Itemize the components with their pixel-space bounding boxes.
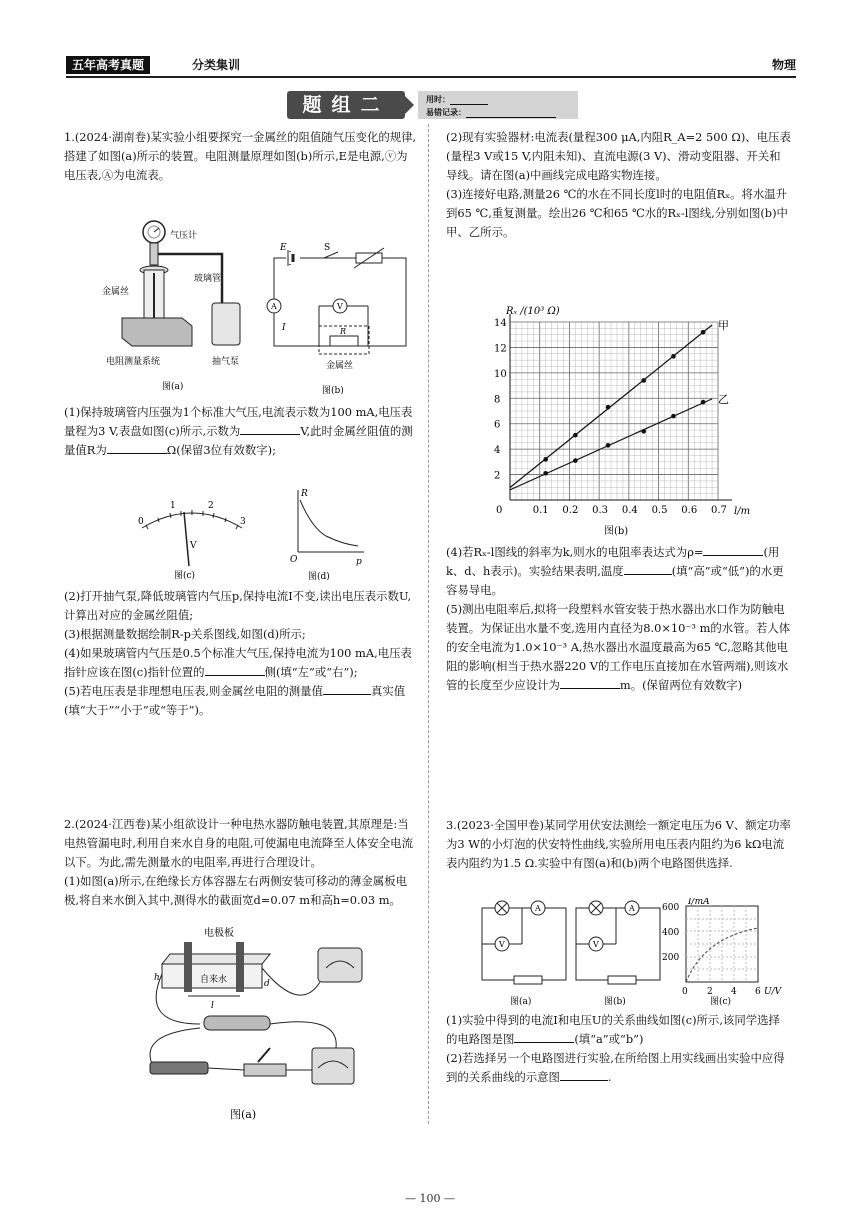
chart-axes (494, 314, 732, 516)
x-tick-label: 0.4 (621, 505, 638, 516)
header-subject: 物理 (771, 58, 796, 72)
chart-grid (510, 322, 718, 500)
q1-part1: (1)保持玻璃管内压强为1个标准大气压,电流表示数为100 mA,电压表量程为3 V,表盘如图(c)所示,示数为 V,此时金属丝阻值的测量值R为 Ω(保留3位有效数字); (64, 405, 413, 457)
answer-blank-q3-1[interactable] (514, 1030, 574, 1043)
q1-figure-c (134, 494, 254, 584)
label-S: S (324, 243, 331, 253)
y-tick-label: 6 (494, 419, 501, 431)
header-tag: 五年高考真题 (66, 56, 150, 74)
data-point (701, 330, 706, 335)
data-point (701, 400, 706, 405)
label-I: I (282, 323, 286, 333)
q1-stem: 1.(2024·湖南卷)某实验小组要探究一金属丝的阻值随气压变化的规律,搭建了如图(a)所示的装置。电阻测量原理如图(b)所示,E是电源,ⓥ为电压表,Ⓐ为电流表。 (64, 130, 417, 182)
q3-parts: (1)实验中得到的电流I和电压U的关系曲线如图(c)所示,该同学选择的电路图是图 (填“a”或“b”) (2)若选择另一个电路图进行实验,在所给图上用实线画出实验中应得到的关系曲线的示意图 . (446, 1013, 785, 1084)
q3-circuit-b (576, 901, 660, 1007)
time-label: 用时： (426, 95, 450, 104)
y-tick-label: 8 (494, 394, 501, 406)
x-tick-label: 0.6 (681, 505, 698, 516)
q1-figure-d (286, 486, 366, 584)
data-point (671, 354, 676, 359)
q2-figure-a-caption: 图(a) (230, 1108, 257, 1121)
page-number: — 100 — (405, 1192, 455, 1205)
figure-d-caption: 图(d) (308, 572, 330, 582)
data-point (606, 405, 611, 410)
data-point (671, 414, 676, 419)
label-d: d (264, 979, 270, 989)
svg-text:400: 400 (662, 928, 680, 938)
data-point (573, 458, 578, 463)
figure-c-caption: 图(c) (174, 571, 196, 581)
q2-stem: 2.(2024·江西卷)某小组欲设计一种电热水器防触电装置,其原理是:当电热管漏电时,利用自来水自身的电阻,可使漏电电流降至人体安全电流以下。为此,需先测量水的电阻率,再进行合理设计。 (1)如图(a)所示,在绝缘长方体容器左右两侧安装可移动的薄金属板电极,将自来水倒入其中,测得水的截面宽d=0.07 m和高h=0.03 m。 (64, 817, 413, 907)
x-tick-label: 0 (496, 505, 503, 516)
meter-tick-3: 3 (240, 517, 246, 527)
meter-tick-1: 1 (170, 501, 176, 511)
q1-parts-2-5: (2)打开抽气泵,降低玻璃管内气压p,保持电流I不变,读出电压表示数U,计算出对应的金属丝阻值; (3)根据测量数据绘制R-p关系图线,如图(d)所示; (4)如果玻璃管内气压是0.5个标准大气压,保持电流为100 mA,电压表指针应该在图(c)指针位置的 侧(填“左”或“右”); (5)若电压表是非理想电压表,则金属丝电阻的测量值 真实值(填“大于”“小于”或“等于”)。 (64, 589, 412, 717)
svg-text:2: 2 (707, 987, 713, 997)
data-point (543, 457, 548, 462)
voltmeter-symbol: V (337, 302, 343, 311)
chart-caption: 图(b) (604, 526, 629, 537)
answer-blank-q3-2[interactable] (560, 1068, 608, 1081)
data-point (641, 378, 646, 383)
series-label: 乙 (718, 392, 730, 406)
label-electrode-plate: 电极板 (204, 928, 234, 939)
fig-d-xlabel: p (356, 557, 362, 567)
label-h: h (154, 973, 160, 983)
q3-fig-c-ylabel: I/mA (688, 898, 710, 907)
q3-circuit-a (482, 901, 566, 1007)
label-E: E (280, 243, 287, 253)
answer-blank-q1-2[interactable] (107, 441, 167, 454)
q2-figure-a (140, 924, 380, 1134)
x-tick-label: 0.3 (592, 505, 609, 516)
svg-text:0: 0 (682, 987, 688, 997)
chart-series (510, 319, 729, 490)
x-tick-label: 0.1 (532, 505, 549, 516)
q2-parts-2-3: (2)现有实验器材:电流表(量程300 μA,内阻R_A=2 500 Ω)、电压表(量程3 V或15 V,内阻未知)、直流电源(3 V)、滑动变阻器、开关和导线。请在图(a)中画线完成电路实物连接。 (3)连接好电路,测量26 ℃的水在不同长度l时的电阻值Rₓ。将水温升到65 ℃,重复测量。绘出26 ℃和65 ℃水的Rₓ-l图线,分别如图(b)中甲、乙所示。 (446, 130, 791, 239)
answer-blank-q2-4a[interactable] (703, 543, 763, 556)
svg-text:200: 200 (662, 953, 680, 963)
label-gauge: 气压计 (170, 231, 198, 241)
ammeter-symbol: A (271, 302, 277, 311)
q2-parts-4-5: (4)若Rₓ-l图线的斜率为k,则水的电阻率表达式为ρ= (用k、d、h表示)。实验结果表明,温度 (填“高”或“低”)的水更容易导电。 (5)测出电阻率后,拟将一段塑料水管安装于热水器出水口作为防触电装置。为保证出水量不变,选用内直径为8.0×10⁻³ m的水管。若人体的安全电流为1.0×10⁻³ A,热水器出水温度最高为65 ℃,忽略其他电阻的影响(相当于热水器220 V的工作电压直接加在水管两端),则该水管的长度至少应设计为 m。(保留两位有效数字) (446, 545, 791, 692)
q3-fig-c-xlabel: U/V (764, 987, 782, 997)
data-point (641, 429, 646, 434)
label-tap-water: 自来水 (200, 975, 228, 985)
x-tick-label: 0.2 (562, 505, 579, 516)
x-tick-label: 0.7 (711, 505, 727, 516)
group-record-box (418, 91, 578, 119)
meter-unit: V (190, 541, 197, 551)
y-tick-label: 12 (494, 343, 507, 355)
q3-caption-c: 图(c) (710, 997, 732, 1007)
column-divider (428, 124, 429, 1124)
label-glass-tube: 玻璃管 (194, 274, 222, 284)
label-metal-wire: 金属丝 (102, 287, 130, 297)
q3-stem: 3.(2023·全国甲卷)某同学用伏安法测绘一额定电压为6 V、额定功率为3 W的小灯泡的伏安特性曲线,实验所用电压表内阻约为6 kΩ电流表内阻约为1.5 Ω.实验中有图(a)和(b)两个电路图供选择. (446, 818, 791, 870)
y-tick-label: 4 (494, 445, 501, 457)
chart-ylabel: Rₓ /(10³ Ω) (506, 306, 560, 317)
svg-text:A: A (629, 904, 635, 913)
x-tick-label: 0.5 (651, 505, 668, 516)
data-point (543, 471, 548, 476)
y-tick-label: 2 (494, 470, 501, 482)
q3-caption-b: 图(b) (604, 997, 626, 1007)
fig-d-ylabel: R (301, 489, 308, 499)
figure-a-caption: 图(a) (162, 382, 184, 392)
svg-text:600: 600 (662, 903, 680, 913)
svg-text:V: V (499, 940, 505, 949)
svg-text:A: A (535, 904, 541, 913)
group-title: 题组二 (287, 91, 405, 119)
label-l: l (211, 1001, 214, 1011)
q3-caption-a: 图(a) (510, 997, 532, 1007)
page-header (66, 56, 796, 78)
group-title-arrow (404, 95, 414, 115)
q3-figures (474, 898, 794, 1012)
figure-b-caption: 图(b) (322, 386, 344, 396)
meter-tick-2: 2 (208, 501, 214, 511)
data-point (573, 433, 578, 438)
meter-tick-0: 0 (138, 517, 144, 527)
y-tick-label: 10 (494, 368, 507, 380)
y-tick-label: 14 (494, 318, 507, 329)
series-label: 甲 (718, 318, 730, 332)
label-wire-b: 金属丝 (326, 361, 354, 371)
time-field[interactable] (450, 95, 488, 105)
chart-xlabel: l/m (734, 506, 751, 517)
q3-figure-c (662, 898, 783, 1007)
header-subtitle: 分类集训 (192, 58, 241, 72)
label-measure-system: 电阻测量系统 (106, 357, 161, 367)
q1-figure-a (102, 218, 262, 393)
error-field[interactable] (466, 108, 556, 118)
answer-blank-q1-1[interactable] (240, 422, 300, 435)
answer-blank-q1-4[interactable] (205, 663, 265, 676)
data-point (606, 443, 611, 448)
label-pump: 抽气泵 (212, 357, 240, 367)
error-label: 易错记录： (426, 108, 466, 117)
svg-text:V: V (593, 940, 599, 949)
answer-blank-q2-4b[interactable] (624, 562, 672, 575)
answer-blank-q2-5[interactable] (560, 676, 620, 689)
label-R: R (340, 327, 347, 336)
svg-text:6: 6 (755, 987, 761, 997)
q2-chart-b (476, 300, 756, 538)
svg-text:4: 4 (731, 987, 737, 997)
fig-d-origin: O (290, 555, 298, 565)
answer-blank-q1-5[interactable] (323, 682, 371, 695)
q1-figure-b (264, 238, 414, 396)
